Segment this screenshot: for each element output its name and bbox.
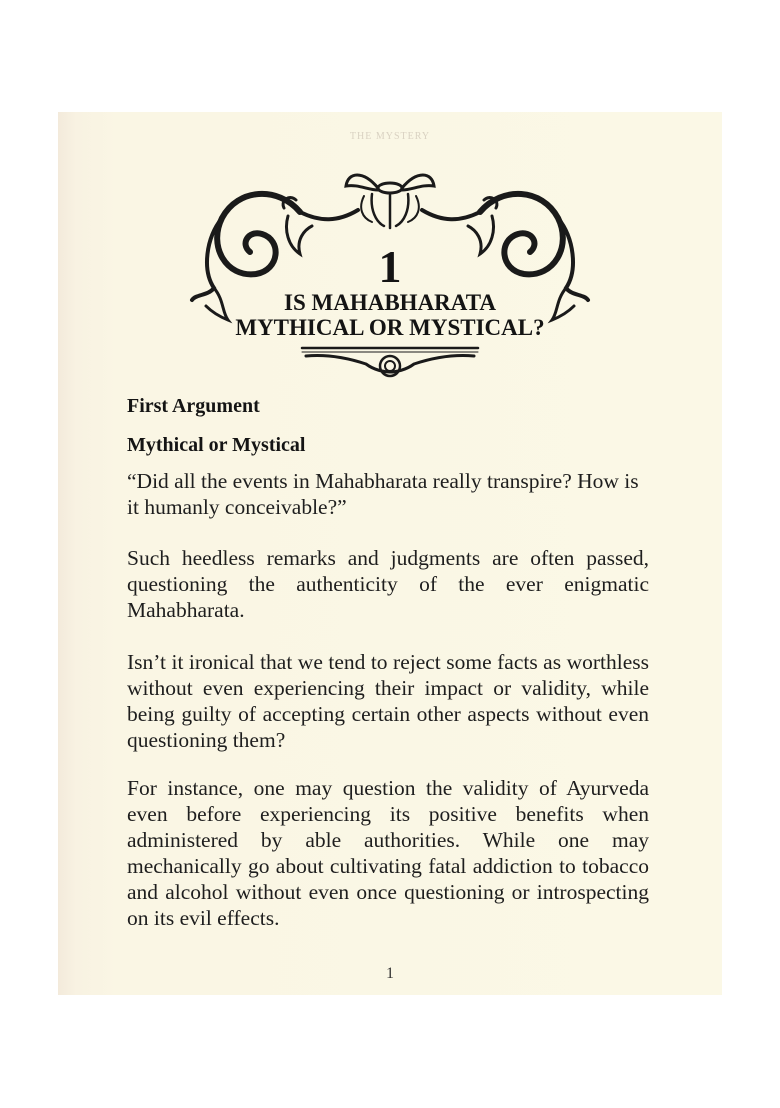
chapter-title [58,290,722,340]
running-header: THE MYSTERY [349,131,431,142]
chapter-number: 1 [378,241,402,292]
section-heading: First Argument [127,395,260,417]
paragraph-3: Isn’t it ironical that we tend to reject some facts as worthless without even experiencing their impact or validity, while being guilty of accepting certain other aspects without even questioning them? [127,650,649,752]
paragraph-4: For instance, one may question the validity of Ayurveda even before experiencing its positive benefits when administered by able authorities. While one may mechanically go about cultivating fatal addiction to tobacco and alcohol without even once questioning or introspecting on its evil effects. [127,776,649,930]
paragraph-1: “Did all the events in Mahabharata really transpire? How is it humanly conceivable?” [127,469,639,519]
page-number: 1 [386,965,394,982]
subsection-heading: Mythical or Mystical [127,434,306,456]
chapter-title-line-2: MYTHICAL OR MYSTICAL? [235,315,545,340]
chapter-title-line-1: IS MAHABHARATA [284,290,496,315]
book-page [58,112,722,995]
paragraph-2: Such heedless remarks and judgments are often passed, questioning the authenticity of the ever enigmatic Mahabharata. [127,546,649,622]
scroll-divider-icon [302,348,478,376]
